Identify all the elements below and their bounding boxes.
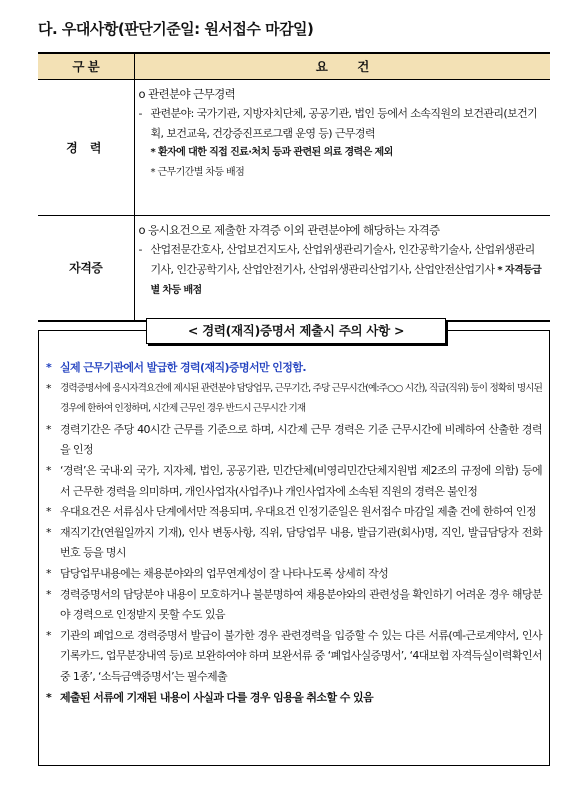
notice-item-text: 우대요건은 서류심사 단계에서만 적용되며, 우대요건 인정기준일은 원서접수 마감일 제출 건에 한하여 인정 (60, 505, 536, 519)
certificate-list-text: 산업전문간호사, 산업보건지도사, 산업위생관리기술사, 인간공학기술사, 산업위생관리기사, 인간공학기사, 산업안전기사, 산업위생관리산업기사, 산업안전산업기사 (150, 243, 535, 276)
bullet-star: * (46, 628, 51, 642)
bullet-star: * (46, 525, 51, 539)
bullet-star: * (46, 463, 51, 477)
notice-item (46, 358, 542, 379)
bullet-star: * (46, 505, 51, 519)
header-category: 구 분 (38, 53, 134, 79)
table-row-certificate (38, 215, 550, 321)
row-label-career: 경 력 (38, 79, 134, 215)
bullet-star: * (46, 566, 51, 580)
notice-item (46, 420, 542, 461)
certificate-main-item: o 응시요건으로 제출한 자격증 이외 관련분야에 해당하는 자격증 (138, 222, 440, 237)
table-header-row (38, 53, 550, 79)
notice-title: < 경력(재직)증명서 제출시 주의 사항 > (146, 318, 446, 344)
notice-item (46, 688, 542, 709)
career-main-item: o 관련분야 근무경력 (138, 86, 236, 101)
bullet-star: * (46, 587, 51, 601)
notice-item-text: 담당업무내용에는 채용분야와의 업무연계성이 잘 나타나도록 상세히 작성 (60, 566, 389, 580)
certificate-sub-content (151, 240, 543, 301)
notice-item-text: 경력기간은 주당 40시간 근무를 기준으로 하며, 시간제 근무 경력은 기준 근무시간에 비례하여 산출한 경력을 인정 (60, 422, 542, 457)
certificate-scoring-note: * 자격등급별 차등 배점 (150, 264, 542, 296)
notice-item-text: 재직기간(연월일까지 기재), 인사 변동사항, 직위, 담당업무 내용, 발급기관(회사)명, 직인, 발급담당자 전화번호 등을 명시 (60, 525, 542, 560)
bullet-star: * (46, 381, 51, 395)
notice-item (46, 461, 542, 502)
notice-item (46, 626, 542, 688)
career-sub-text: 관련분야: 국가기관, 지방자치단체, 공공기관, 법인 등에서 소속직원의 보건관리(보건기획, 보건교육, 건강증진프로그램 운영 등) 근무경력 (150, 107, 538, 140)
notice-list (46, 358, 542, 708)
row-body-career (134, 79, 550, 215)
notice-item (46, 523, 542, 564)
bullet-star: * (46, 422, 51, 436)
requirements-table (38, 52, 550, 322)
row-body-certificate (134, 215, 550, 321)
table-row-career (38, 79, 550, 215)
notice-item-text: 실제 근무기관에서 발급한 경력(재직)증명서만 인정함. (60, 361, 306, 374)
notice-item (46, 564, 542, 585)
career-note-exclusion: * 환자에 대한 직접 진료·처치 등과 관련된 의료 경력은 제외 (150, 147, 393, 158)
header-requirement: 요 건 (134, 53, 550, 79)
career-sub-item (139, 104, 543, 143)
section-title: 다. 우대사항(판단기준일: 원서접수 마감일) (38, 20, 314, 38)
notice-item (46, 585, 542, 626)
notice-item (46, 379, 542, 420)
bullet-star: * (46, 690, 52, 704)
bullet-star: * (46, 361, 52, 374)
certificate-sub-item (139, 240, 543, 301)
dash-marker: - (138, 107, 142, 120)
notice-item-text: 기관의 폐업으로 경력증명서 발급이 불가한 경우 관련경력을 입증할 수 있는 다른 서류(예-근로계약서, 인사기록카드, 업무분장내역 등)로 보완하여야 하며 보완서류 중 ‘폐업사실증명서’, ‘4대보험 자격득실이력확인서 중 1종’, ‘소득금액증명서’는 필수제출 (60, 628, 542, 683)
row-label-certificate: 자격증 (38, 215, 134, 321)
notice-item-text: 제출된 서류에 기재된 내용이 사실과 다를 경우 임용을 취소할 수 있음 (60, 690, 374, 704)
notice-item-text: 경력증명서에 응시자격요건에 제시된 관련분야 담당업무, 근무기간, 주당 근무시간(예:주○○ 시간), 직급(직위) 등이 정확히 명시된 경우에 한하여 인정하며, 시간제 근무인 경우 반드시 근무시간 기재 (60, 382, 542, 415)
career-note-scoring: * 근무기간별 차등 배점 (150, 166, 245, 178)
notice-item (46, 502, 542, 523)
notice-item-text: 경력증명서의 담당분야 내용이 모호하거나 불분명하여 채용분야와의 관련성을 확인하기 어려운 경우 해당분야 경력으로 인정받지 못할 수도 있음 (60, 587, 542, 622)
notice-item-text: ‘경력’은 국내·외 국가, 지자체, 법인, 공공기관, 민간단체(비영리민간단체지원법 제2조의 규정에 의함) 등에서 근무한 경력을 의미하며, 개인사업자(사업주)나 개인사업자에 소속된 직원의 경력은 불인정 (60, 463, 542, 498)
dash-marker: - (138, 243, 142, 256)
